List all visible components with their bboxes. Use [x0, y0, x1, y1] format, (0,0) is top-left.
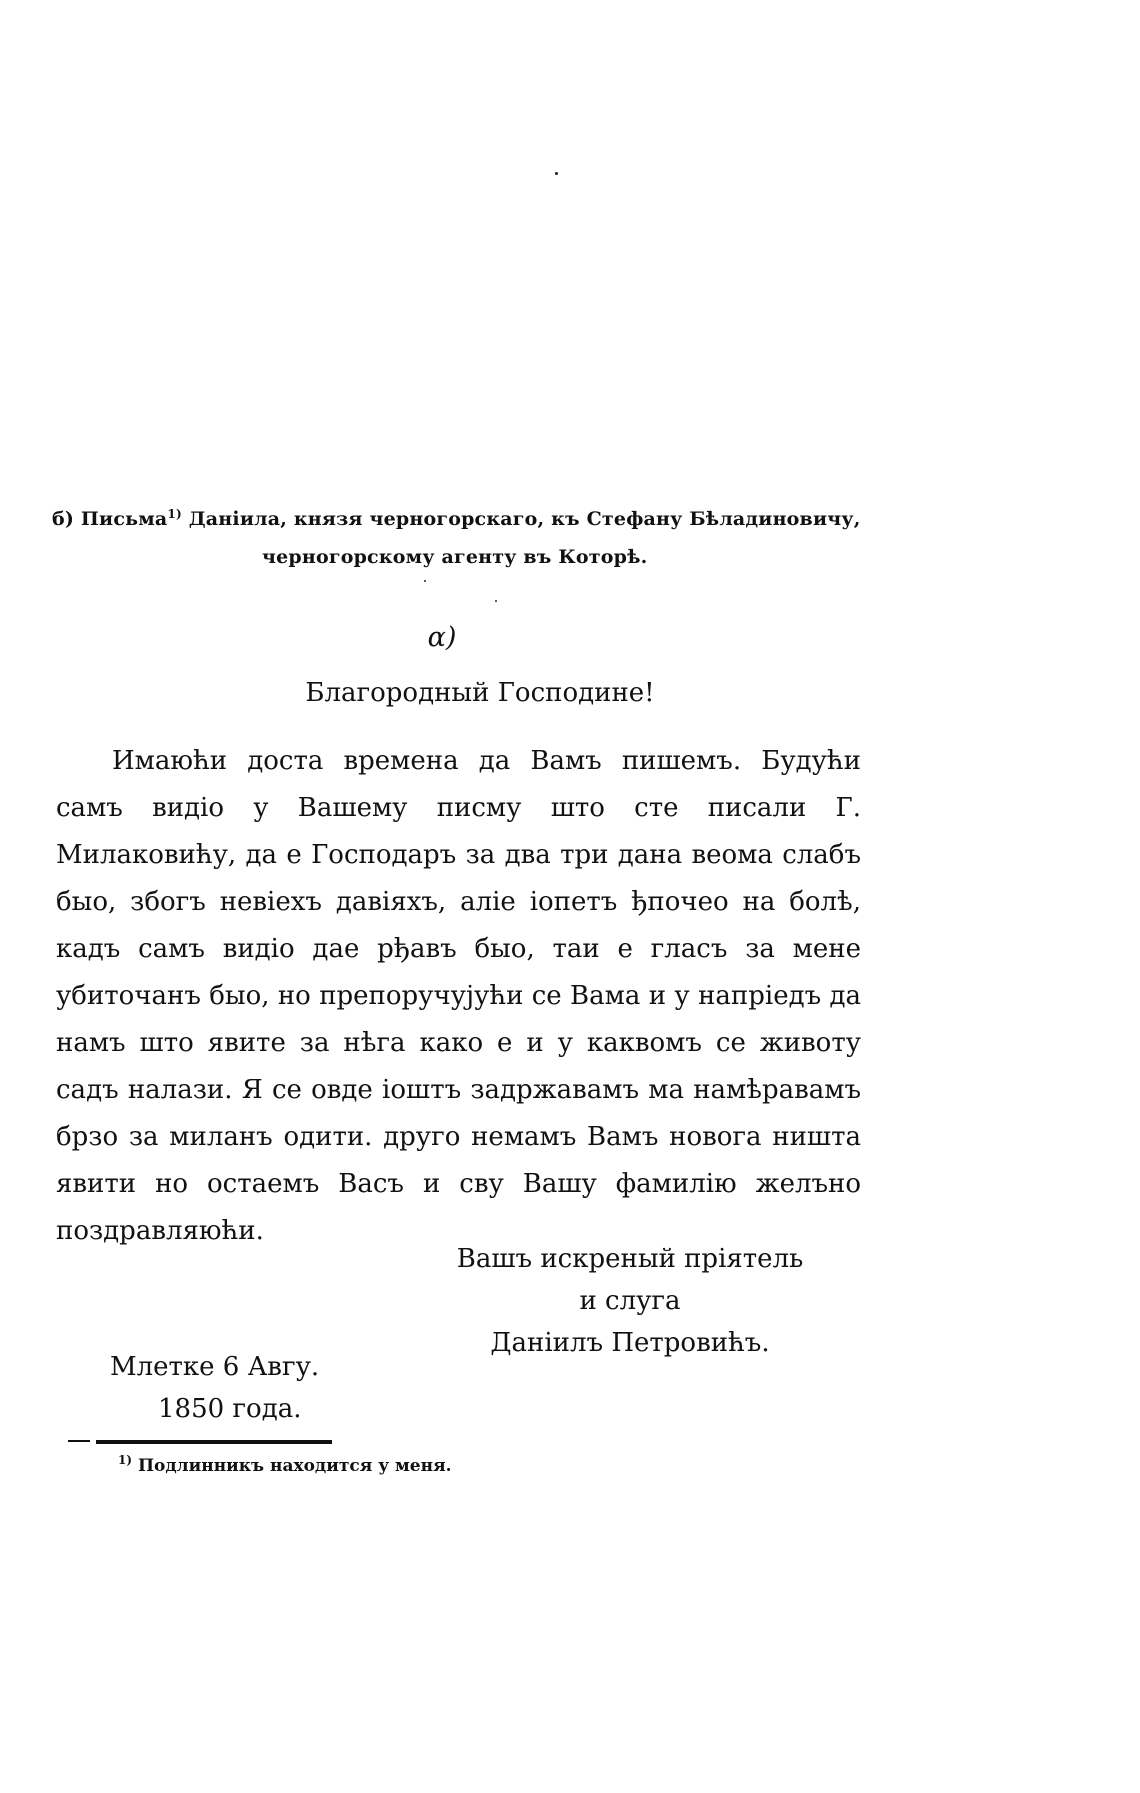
letter-label: α) [427, 622, 457, 653]
place-date [110, 1346, 410, 1430]
footnote-text: Подлинникъ находится у меня. [137, 1456, 452, 1476]
print-speck [424, 580, 426, 582]
footnote-marker: 1) [167, 507, 182, 521]
footnote-number: 1) [118, 1453, 133, 1467]
footnote [118, 1453, 452, 1476]
closing-line-2: и слуга [579, 1286, 681, 1316]
signature-block [420, 1238, 840, 1364]
letter-body [56, 738, 861, 1255]
print-speck [555, 172, 558, 175]
salutation: Благородный Господине! [305, 678, 655, 708]
heading-line-1 [52, 500, 872, 538]
print-speck [495, 600, 497, 602]
heading-line-2: черногорскому агенту въ Которѣ. [262, 546, 648, 568]
heading-text-start: Письма [80, 508, 168, 530]
closing-line-1: Вашъ искреный прiятель [456, 1244, 804, 1274]
rule-long-segment [96, 1440, 332, 1444]
section-heading [52, 500, 872, 576]
rule-short-segment [68, 1440, 90, 1442]
heading-label: б) [52, 508, 75, 530]
heading-text-end: Данiила, князя черногорскаго, къ Стефану Бѣладиновичу, [188, 508, 861, 530]
signer-name: Данiилъ Петровићъ. [490, 1328, 770, 1358]
place-and-day: Млетке 6 Авгу. [110, 1352, 320, 1382]
letter-paragraph: Имаюћи доста времена да Вамъ пишемъ. Будући самъ видio у Вашему писму што сте писали Г. Милаковићу, да е Господаръ за два три дана веома слабъ быо, збогъ невiехъ давiяхъ, алiе iопетъ ђпочео на болѣ, кадъ самъ видio дае рђавъ быо, таи е гласъ за мене убиточанъ быо, но препоручујући се Вама и у напрiедъ да намъ што явите за нѣга како е и у каквомъ се животу садъ налази. Я се овде iоштъ задржавамъ ма намѣравамъ брзо за миланъ одити. друго немамъ Вамъ новога ништа явити но остаемъ Васъ и сву Вашу фамилiю желъно поздравляюћи. [56, 746, 861, 1246]
year: 1850 года. [158, 1394, 302, 1424]
